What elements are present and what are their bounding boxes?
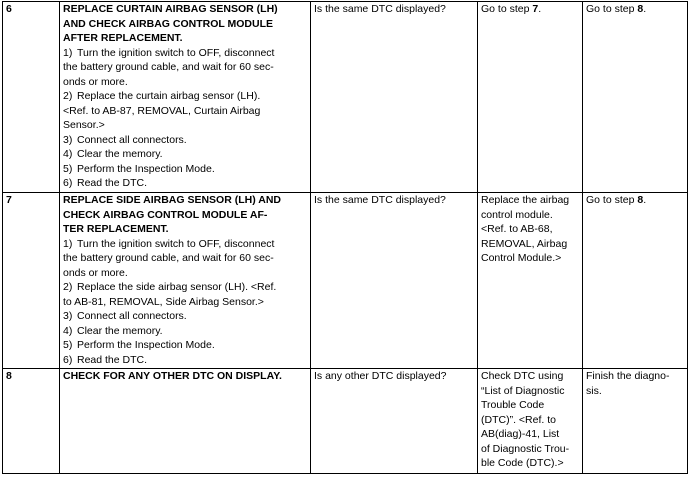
procedure-line: 1) Turn the ignition switch to OFF, disconnect bbox=[63, 46, 275, 59]
step-heading-line: REPLACE SIDE AIRBAG SENSOR (LH) AND bbox=[63, 194, 281, 206]
check-question: Is the same DTC displayed? bbox=[314, 194, 446, 206]
yes-line: (DTC)”. <Ref. to bbox=[481, 413, 556, 426]
step-reference: 7 bbox=[532, 3, 539, 15]
procedure-line: 3) Connect all connectors. bbox=[63, 133, 187, 146]
step-number-cell bbox=[3, 369, 60, 474]
yes-line: <Ref. to AB-68, bbox=[481, 223, 553, 235]
procedure-line: 2) Replace the curtain airbag sensor (LH). bbox=[63, 90, 261, 102]
procedure-line: 5) Perform the Inspection Mode. bbox=[63, 162, 215, 175]
procedure-cell bbox=[60, 369, 311, 474]
step-heading-line: REPLACE CURTAIN AIRBAG SENSOR (LH) bbox=[63, 3, 278, 15]
procedure-line: 6) Read the DTC. bbox=[63, 177, 148, 189]
procedure-line: the battery ground cable, and wait for 60 sec- bbox=[63, 61, 274, 73]
yes-line: “List of Diagnostic bbox=[481, 384, 565, 397]
procedure-line: 5) Perform the Inspection Mode. bbox=[63, 339, 215, 351]
table-row bbox=[3, 369, 688, 474]
no-cell: Go to step 8. bbox=[583, 193, 688, 369]
check-cell bbox=[311, 369, 478, 474]
step-heading-line: AFTER REPLACEMENT. bbox=[63, 32, 183, 44]
check-question: Is any other DTC displayed? bbox=[314, 370, 447, 382]
procedure-line: the battery ground cable, and wait for 60 sec- bbox=[63, 252, 274, 264]
yes-line: Check DTC using bbox=[481, 370, 564, 382]
table-row bbox=[3, 193, 688, 369]
step-number-cell bbox=[3, 2, 60, 193]
step-reference: 8 bbox=[637, 194, 644, 206]
no-line: sis. bbox=[586, 384, 602, 397]
no-cell: Go to step 8. bbox=[583, 2, 688, 193]
table-row bbox=[3, 2, 688, 193]
yes-line: Replace the airbag bbox=[481, 194, 570, 206]
no-line: Finish the diagno- bbox=[586, 370, 670, 382]
yes-line: control module. bbox=[481, 208, 553, 221]
procedure-line: 1) Turn the ignition switch to OFF, disconnect bbox=[63, 237, 275, 250]
procedure-line: 4) Clear the memory. bbox=[63, 148, 163, 160]
step-heading-line: AND CHECK AIRBAG CONTROL MODULE bbox=[63, 17, 273, 30]
yes-line: Trouble Code bbox=[481, 399, 545, 411]
yes-line: AB(diag)-41, List bbox=[481, 428, 560, 440]
step-heading-line: CHECK AIRBAG CONTROL MODULE AF- bbox=[63, 208, 268, 221]
procedure-cell bbox=[60, 193, 311, 369]
step-number: 7 bbox=[6, 194, 12, 206]
check-cell bbox=[311, 193, 478, 369]
yes-line: REMOVAL, Airbag bbox=[481, 237, 568, 250]
step-heading-line: TER REPLACEMENT. bbox=[63, 223, 169, 235]
step-number: 6 bbox=[6, 3, 12, 15]
procedure-line: Sensor.> bbox=[63, 119, 105, 131]
yes-line: of Diagnostic Trou- bbox=[481, 442, 570, 455]
procedure-line: onds or more. bbox=[63, 266, 128, 279]
no-cell bbox=[583, 369, 688, 474]
procedure-cell bbox=[60, 2, 311, 193]
procedure-line: 2) Replace the side airbag sensor (LH). <Ref. bbox=[63, 281, 277, 293]
check-cell bbox=[311, 2, 478, 193]
yes-line: ble Code (DTC).> bbox=[481, 457, 564, 469]
yes-cell bbox=[478, 193, 583, 369]
step-reference: 8 bbox=[637, 3, 644, 15]
procedure-line: 3) Connect all connectors. bbox=[63, 310, 187, 322]
yes-cell: Go to step 7. bbox=[478, 2, 583, 193]
step-number-cell bbox=[3, 193, 60, 369]
step-heading-line: CHECK FOR ANY OTHER DTC ON DISPLAY. bbox=[63, 370, 282, 382]
procedure-line: to AB-81, REMOVAL, Side Airbag Sensor.> bbox=[63, 295, 264, 308]
procedure-line: 4) Clear the memory. bbox=[63, 324, 163, 337]
procedure-line: 6) Read the DTC. bbox=[63, 353, 148, 366]
procedure-line: onds or more. bbox=[63, 75, 128, 88]
step-number: 8 bbox=[6, 370, 12, 382]
procedure-line: <Ref. to AB-87, REMOVAL, Curtain Airbag bbox=[63, 104, 261, 117]
check-question: Is the same DTC displayed? bbox=[314, 3, 446, 15]
yes-cell bbox=[478, 369, 583, 474]
yes-line: Control Module.> bbox=[481, 252, 562, 264]
diagnostic-table bbox=[2, 1, 688, 474]
